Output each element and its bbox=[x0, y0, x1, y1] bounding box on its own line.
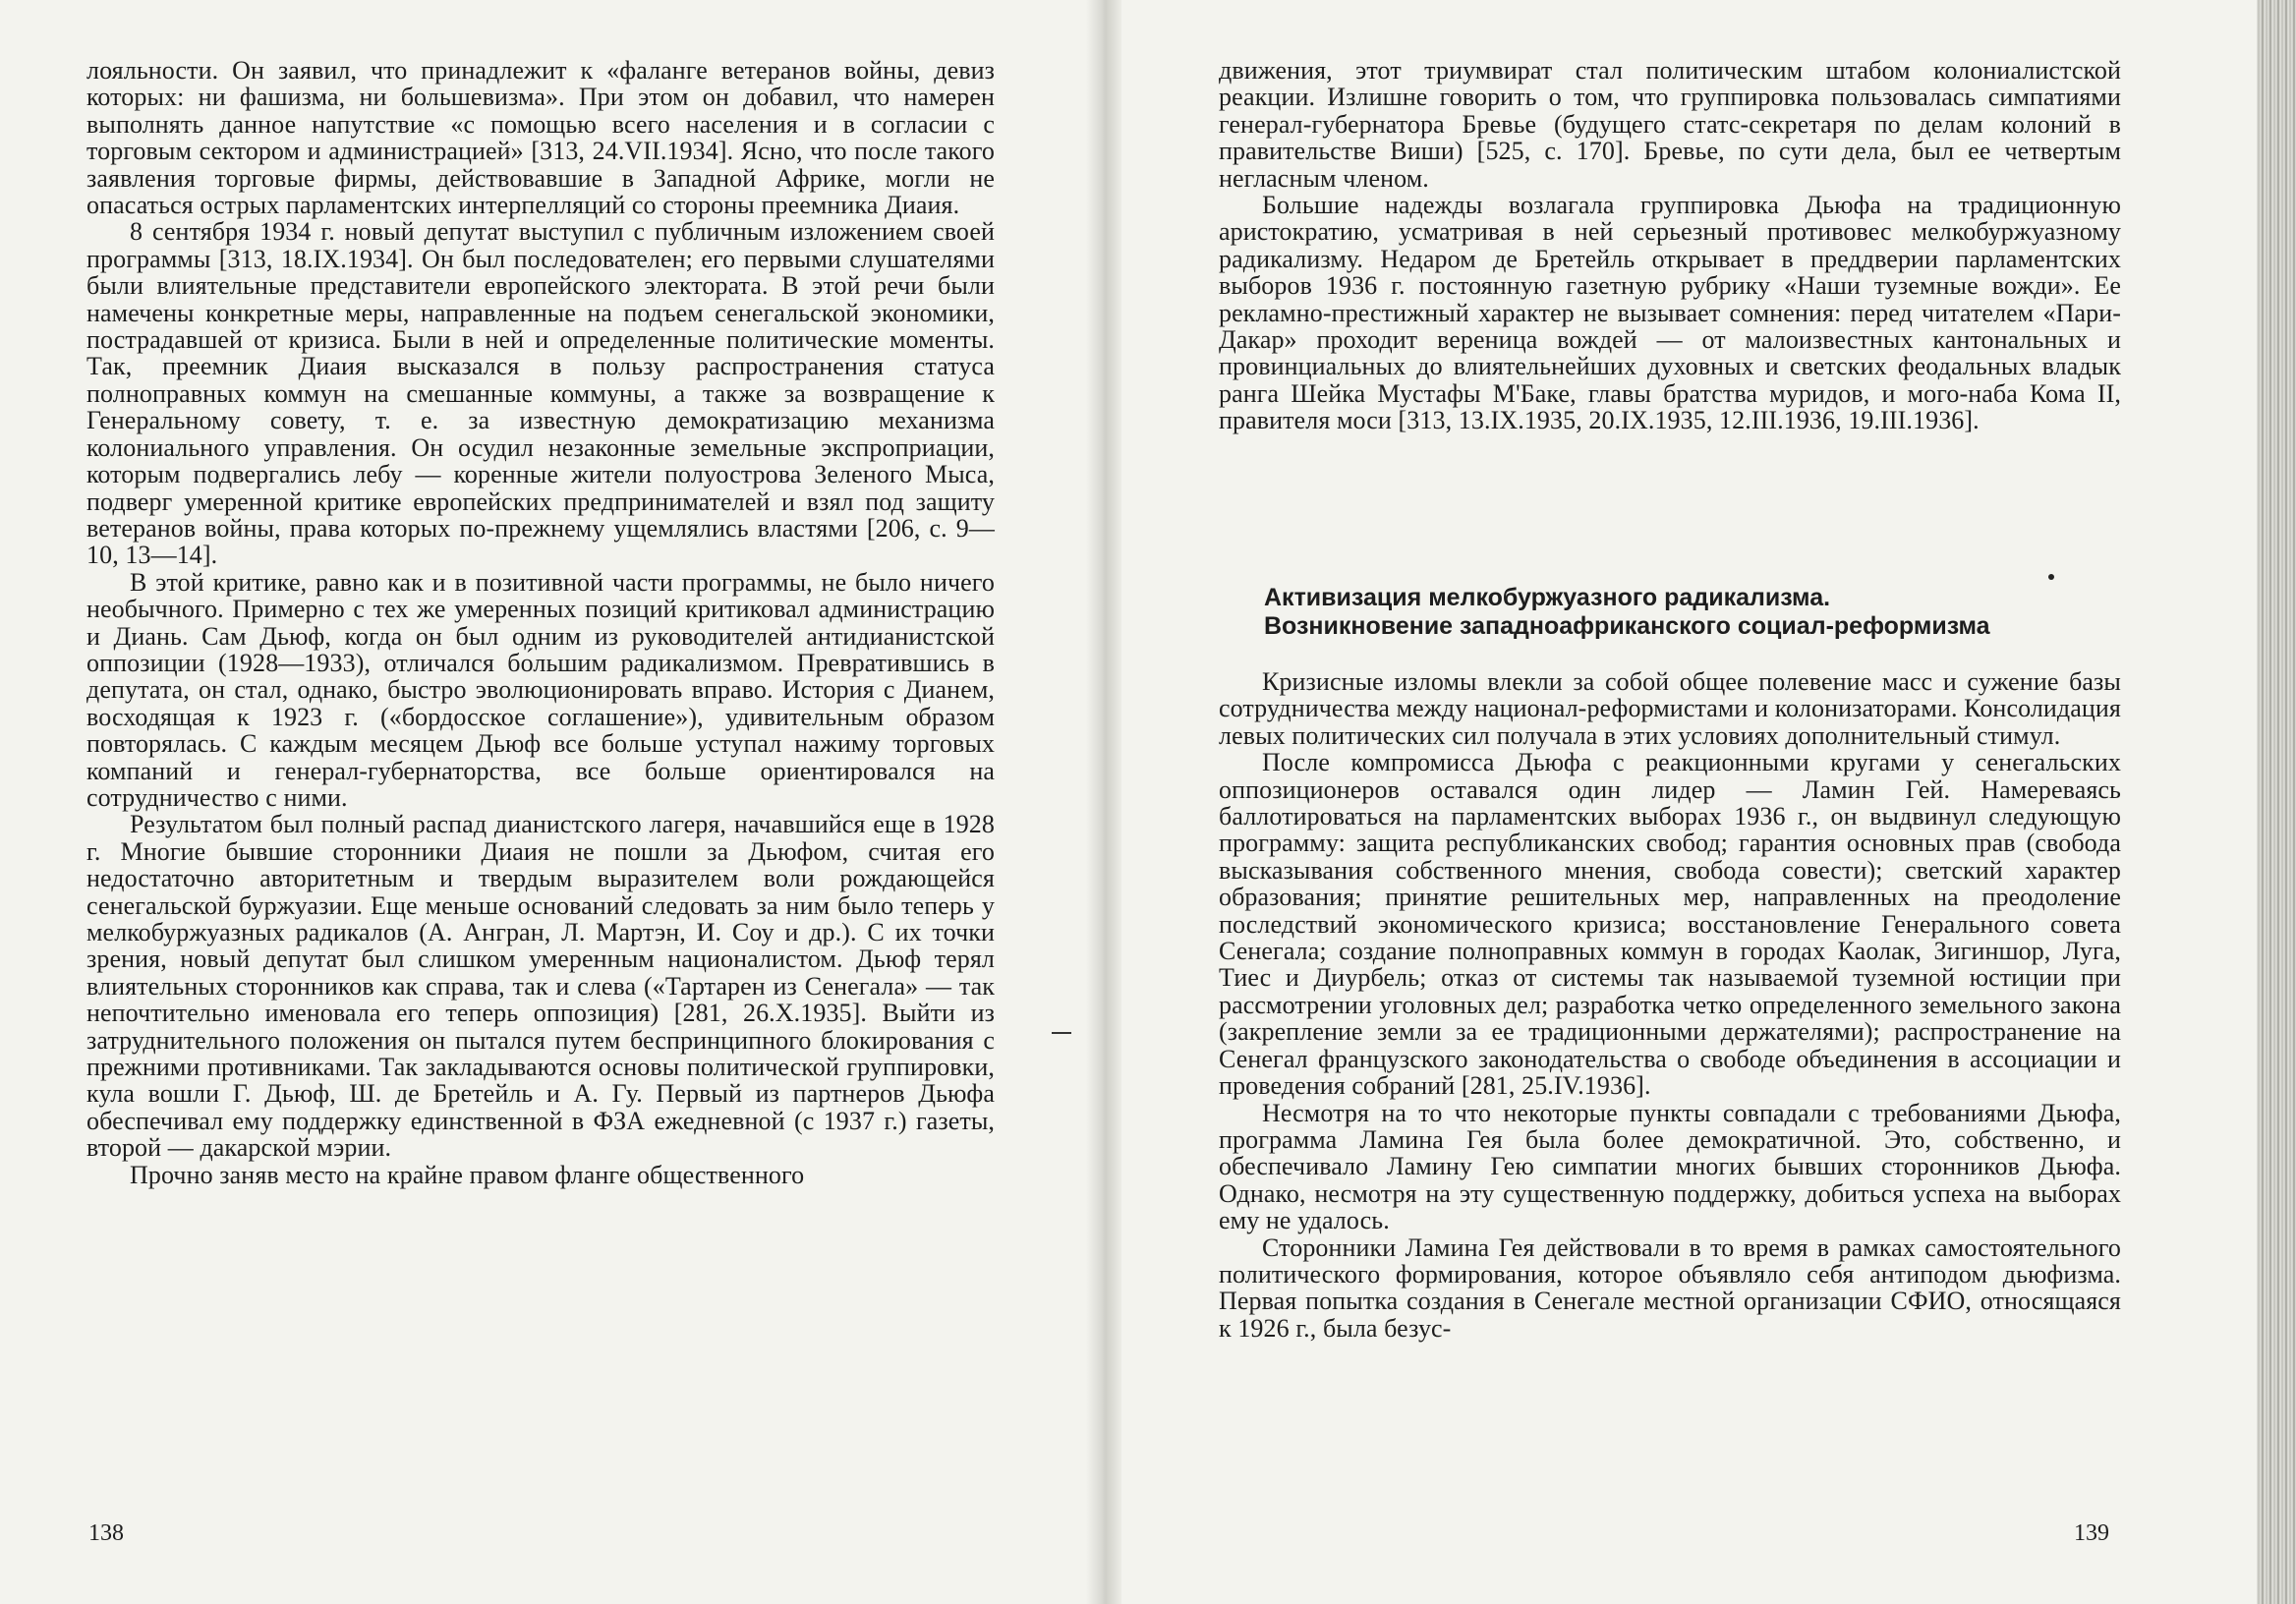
paragraph: Результатом был полный распад дианистского лагеря, начавшийся еще в 1928 г. Многие бывшие сторонники Диаия не пошли за Дьюфом, считая его недостаточно авторитетным и твердым выразителем воли рождающейся сенегальской буржуазии. Еще меньше оснований следовать за ним было теперь у мелкобуржуазных радикалов (А. Ангран, Л. Мартэн, И. Соу и др.). С их точки зрения, новый депутат был слишком умеренным националистом. Дьюф терял влиятельных сторонников как справа, так и слева («Тартарен из Сенегала» — так непочтительно именовала его теперь оппозиция) [281, 26.X.1935]. Выйти из затруднительного положения он пытался путем беспринципного блокирования с прежними противниками. Так закладываются основы политической группировки, кула вошли Г. Дьюф, Ш. де Бретейль и А. Гу. Первый из партнеров Дьюфа обеспечивал ему поддержку единственной в ФЗА ежедневной (с 1937 г.) газеты, второй — дакарской мэрии. bbox=[86, 810, 995, 1163]
section-heading-line: Активизация мелкобуржуазного радикализма. bbox=[1264, 584, 1831, 611]
paragraph: После компромисса Дьюфа с реакционными кругами у сенегальских оппозиционеров оставался один лидер — Ламин Гей. Намереваясь баллотироваться на парламентских выборах 1936 г., он выдвинул следующую программу: защита республиканских свобод; гарантия основных прав (свобода высказывания собственного мнения, свобода совести); светский характер образования; принятие решительных мер, направленных на преодоление последствий экономического кризиса; восстановление Генерального совета Сенегала; создание полноправных коммун в городах Каолак, Зигиншор, Луга, Тиес и Диурбель; отказ от системы так называемой туземной юстиции при рассмотрении уголовных дел; разработка четко определенного земельного закона (закрепление земли за ее традиционными держателями); распространение на Сенегал французского законодательства о свободе объединения в ассоциации и проведения собраний [281, 25.IV.1936]. bbox=[1219, 748, 2121, 1101]
margin-mark bbox=[1052, 1032, 1071, 1034]
paragraph: лояльности. Он заявил, что принадлежит к «фаланге ветеранов войны, девиз которых: ни фашизма, ни большевизма». При этом он добавил, что намерен выполнять данное напутствие «с помощью всего населения и в согласии с торговым сектором и администрацией» [313, 24.VII.1934]. Ясно, что после такого заявления торговые фирмы, действовавшие в Западной Африке, могли не опасаться острых парламентских интерпелляций со стороны преемника Диаия. bbox=[86, 56, 995, 220]
page-number-right: 139 bbox=[2074, 1520, 2109, 1546]
left-page-text bbox=[86, 57, 995, 1188]
paragraph: 8 сентября 1934 г. новый депутат выступил с публичным изложением своей программы [313, 18.IX.1934]. Он был последователен; его первыми слушателями были влиятельные представители европейского электората. В этой речи были намечены конкретные меры, направленные на подъем сенегальской экономики, пострадавшей от кризиса. Были в ней и определенные политические моменты. Так, преемник Диаия высказался в пользу распространения статуса полноправных коммун на смешанные коммуны, а также за возвращение к Генеральному совету, т. е. за известную демократизацию механизма колониального управления. Он осудил незаконные земельные экспроприации, которым подвергались лебу — коренные жители полуострова Зеленого Мыса, подверг умеренной критике европейских предпринимателей и взял под защиту ветеранов войны, права которых по-прежнему ущемлялись властями [206, с. 9—10, 13—14]. bbox=[86, 217, 995, 570]
paragraph: Сторонники Ламина Гея действовали в то время в рамках самостоятельного политического формирования, которое объявляло себя антиподом дьюфизма. Первая попытка создания в Сенегале местной организации СФИО, относящаяся к 1926 г., была безус- bbox=[1219, 1232, 2121, 1343]
section-heading-line: Возникновение западноафриканского социал-реформизма bbox=[1264, 612, 1990, 640]
right-page-text-bottom bbox=[1219, 668, 2121, 1342]
paragraph: Прочно заняв место на крайне правом фланге общественного bbox=[130, 1160, 805, 1189]
paragraph: Большие надежды возлагала группировка Дьюфа на традиционную аристократию, усматривая в ней серьезный противовес мелкобуржуазному радикализму. Недаром де Бретейль открывает в преддверии парламентских выборов 1936 г. постоянную газетную рубрику «Наши туземные вожди». Ее рекламно-престижный характер не вызывает сомнения: перед читателем «Пари-Дакар» проходит вереница вождей — от малоизвестных кантональных и провинциальных до влиятельнейших духовных и светских феодальных владык ранга Шейка Мустафы М'Баке, главы братства муридов, и мого-наба Кома II, правителя моси [313, 13.IX.1935, 20.IX.1935, 12.III.1936, 19.III.1936]. bbox=[1219, 191, 2121, 435]
paragraph: Кризисные изломы влекли за собой общее полевение масс и сужение базы сотрудничества между национал-реформистами и колонизаторами. Консолидация левых политических сил получала в этих условиях дополнительный стимул. bbox=[1219, 667, 2121, 750]
page-edges bbox=[2257, 0, 2296, 1604]
paragraph: движения, этот триумвират стал политическим штабом колониалистской реакции. Излишне говорить о том, что группировка пользовалась симпатиями генерал-губернатора Бревье (будущего статс-секретаря по делам колоний в правительстве Виши) [525, с. 170]. Бревье, по сути дела, был ее четвертым негласным членом. bbox=[1219, 56, 2121, 193]
right-page-text-top bbox=[1219, 57, 2121, 434]
paragraph: В этой критике, равно как и в позитивной части программы, не было ничего необычного. Примерно с тех же умеренных позиций критиковал администрацию и Диань. Сам Дьюф, когда он был одним из руководителей антидианистской оппозиции (1928—1933), отличался бо́льшим радикализмом. Превратившись в депутата, он стал, однако, быстро эволюционировать вправо. История с Дианем, восходящая к 1923 г. («бордосское соглашение»), удивительным образом повторялась. С каждым месяцем Дьюф все больше уступал нажиму торговых компаний и генерал-губернаторства, все больше ориентировался на сотрудничество с ними. bbox=[86, 567, 995, 812]
paragraph: Несмотря на то что некоторые пункты совпадали с требованиями Дьюфа, программа Ламина Гея была более демократичной. Это, собственно, и обеспечивало Ламину Гею симпатии многих бывших сторонников Дьюфа. Однако, несмотря на эту существенную поддержку, добиться успеха на выборах ему не удалось. bbox=[1219, 1098, 2121, 1235]
page-number-left: 138 bbox=[88, 1520, 124, 1546]
stray-dot bbox=[2048, 574, 2054, 580]
section-heading bbox=[1264, 584, 2129, 641]
book-gutter bbox=[1086, 0, 1121, 1604]
